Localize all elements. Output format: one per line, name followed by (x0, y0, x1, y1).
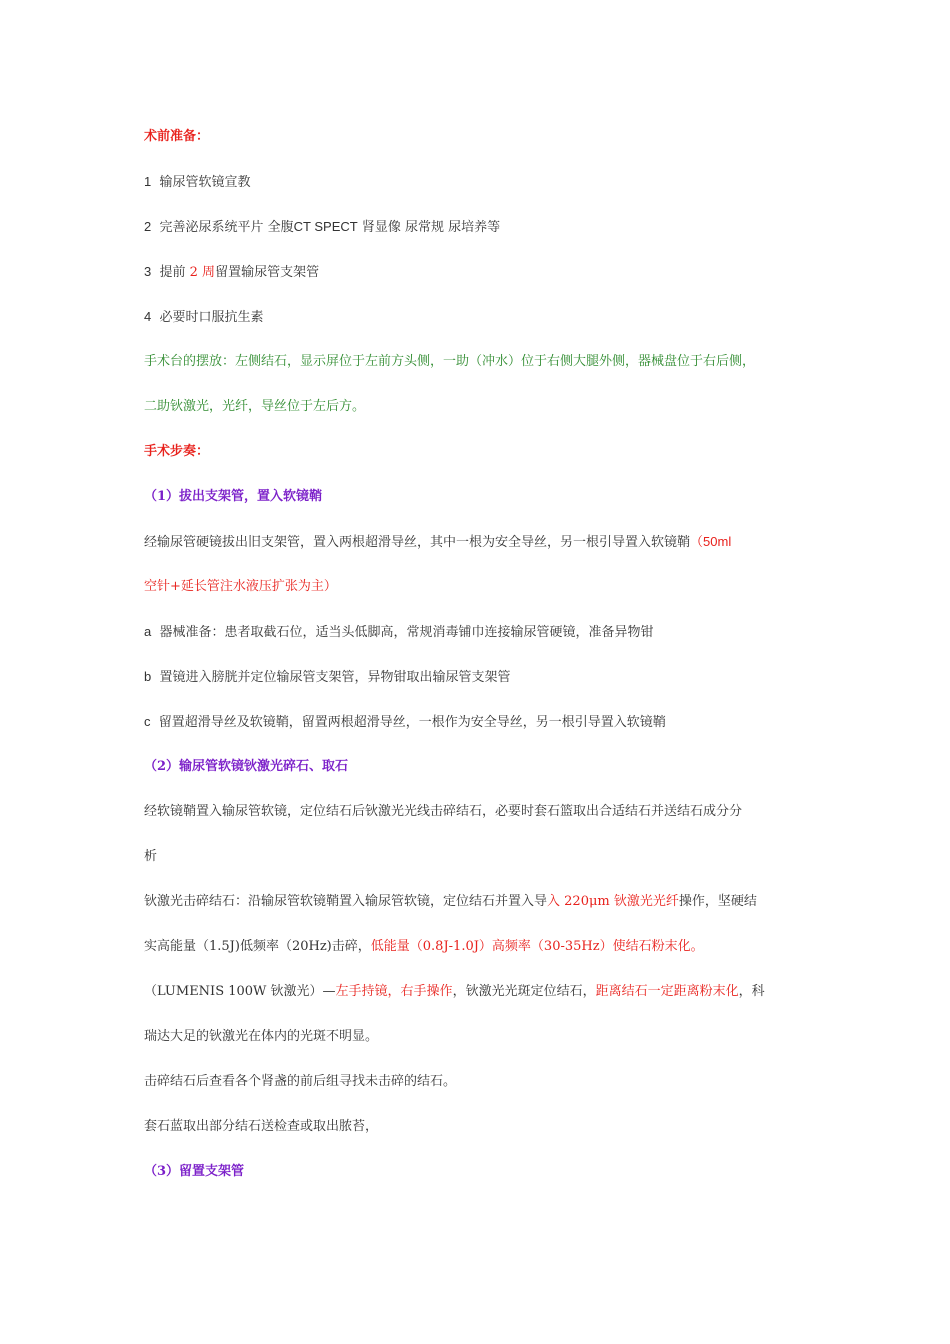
laser-text: 钬激光击碎结石：沿输尿管软镜鞘置入输尿管软镜，定位结石并置入导 (144, 894, 548, 909)
laser-red-settings: 低能量（0.8J-1.0J）高频率（30-35Hz）使结石粉末化。 (370, 939, 704, 954)
desc-red-paren: （ (690, 535, 704, 550)
after-crush-line: 击碎结石后查看各个肾盏的前后组寻找未击碎的结石。 (144, 1074, 457, 1089)
step-3-title: （3）留置支架管 (144, 1164, 245, 1179)
item-text-latin: CT SPECT (293, 219, 358, 234)
pre-op-item-3 (144, 263, 824, 282)
step-1-desc-line-1 (144, 533, 824, 552)
step-2-desc-line-1: 经软镜鞘置入输尿管软镜，定位结石后钬激光光线击碎结石，必要时套石篮取出合适结石并送结石成分分 (144, 804, 743, 819)
table-setup-line-1: 手术台的摆放：左侧结石，显示屏位于左前方头侧，一助（冲水）位于右侧大腿外侧，器械盘位于右后侧， (144, 354, 756, 369)
laser-text: ，钬激光光斑定位结石， (452, 984, 596, 999)
item-text: 必要时口服抗生素 (159, 310, 264, 325)
table-setup-line-2: 二助钬激光，光纤，导丝位于左后方。 (144, 399, 366, 414)
desc-text: 经输尿管硬镜拔出旧支架管，置入两根超滑导丝，其中一根为安全导丝，另一根引导置入软镜鞘 (144, 535, 691, 550)
sub-text: 留置超滑导丝及软镜鞘，留置两根超滑导丝，一根作为安全导丝，另一根引导置入软镜鞘 (158, 715, 666, 730)
laser-line-3 (144, 983, 824, 1001)
pre-op-item-2 (144, 218, 824, 237)
sub-text: 器械准备：患者取截石位，适当头低脚高，常规消毒铺巾连接输尿管硬镜，准备异物钳 (159, 625, 654, 640)
laser-line-2 (144, 938, 824, 956)
desc-red-volume: 50ml (703, 534, 732, 549)
item-number: 3 (144, 264, 152, 279)
item-text: 肾显像 尿常规 尿培养等 (361, 220, 501, 235)
laser-text: 实高能量（1.5J)低频率（20Hz)击碎， (144, 939, 371, 954)
pre-op-item-4 (144, 308, 824, 327)
laser-red-fiber: 入 220μm 钬激光光纤 (547, 894, 679, 909)
laser-line-1 (144, 893, 824, 911)
laser-red-hands: 左手持镜，右手操作 (335, 984, 453, 999)
step-1-sub-b (144, 668, 824, 687)
step-2-title: （2）输尿管软镜钬激光碎石、取石 (144, 759, 349, 774)
item-number: 4 (144, 309, 152, 324)
pre-op-item-1 (144, 173, 824, 192)
sub-label: c (144, 714, 151, 729)
steps-heading: 手术步奏： (144, 444, 210, 459)
item-text: 留置输尿管支架管 (215, 265, 320, 280)
item-text: 完善泌尿系统平片 全腹 (159, 220, 294, 235)
item-text: 输尿管软镜宣教 (159, 175, 251, 190)
sub-label: b (144, 669, 152, 684)
step-1-sub-c (144, 713, 824, 732)
step-1-desc-line-2: 空针+延长管注水液压扩张为主） (144, 579, 337, 594)
basket-line: 套石蓝取出部分结石送检查或取出脓苔， (144, 1119, 379, 1134)
laser-text: 操作，坚硬结 (678, 894, 757, 909)
sub-label: a (144, 624, 152, 639)
laser-text: ，科 (738, 984, 765, 999)
item-number: 1 (144, 174, 152, 189)
item-text: 提前 (159, 265, 186, 280)
step-2-desc-line-2: 析 (144, 849, 158, 864)
pre-op-heading: 术前准备： (144, 129, 210, 144)
laser-text: （LUMENIS 100W 钬激光）— (144, 984, 336, 999)
step-1-sub-a (144, 623, 824, 642)
item-number: 2 (144, 219, 152, 234)
highlight-weeks: 2 周 (189, 265, 216, 280)
laser-red-distance: 距离结石一定距离粉末化 (595, 984, 739, 999)
step-1-title: （1）拔出支架管，置入软镜鞘 (144, 489, 323, 504)
laser-line-4: 瑞达大足的钬激光在体内的光斑不明显。 (144, 1029, 379, 1044)
sub-text: 置镜进入膀胱并定位输尿管支架管，异物钳取出输尿管支架管 (159, 670, 511, 685)
